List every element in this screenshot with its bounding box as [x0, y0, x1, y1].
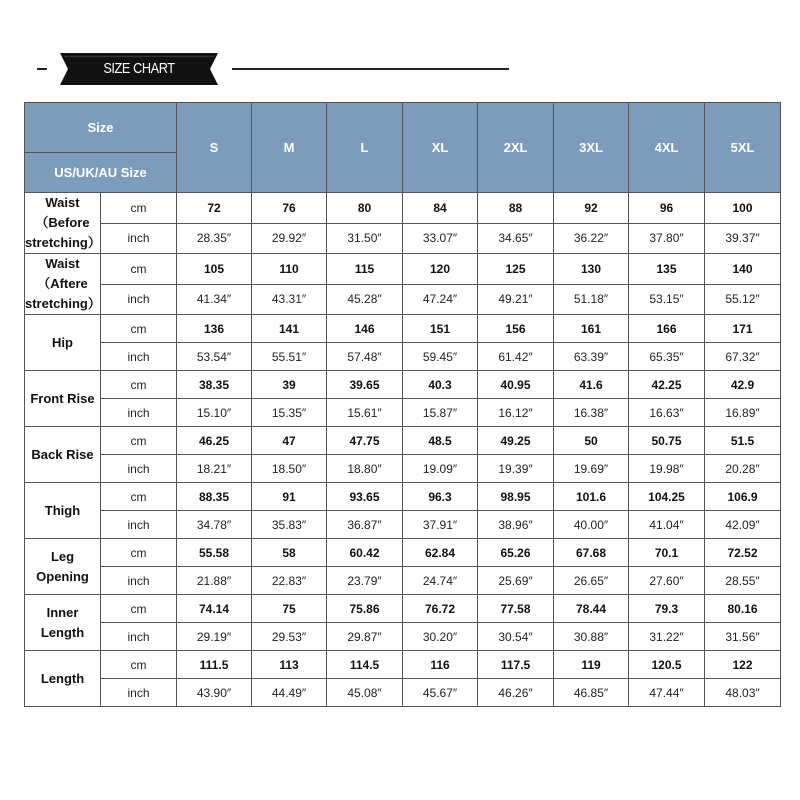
unit-inch-label: inch	[101, 223, 177, 254]
inch-value-cell: 31.22″	[629, 623, 705, 651]
unit-inch-label: inch	[101, 567, 177, 595]
chart-title: SIZE CHART	[103, 60, 175, 77]
inch-value-cell: 15.10″	[177, 399, 252, 427]
inch-value-cell: 16.89″	[705, 399, 781, 427]
measurement-label	[25, 254, 101, 315]
cm-value-cell: 48.5	[403, 427, 478, 455]
inch-value-cell: 19.39″	[478, 455, 554, 483]
inch-value-cell: 45.08″	[327, 679, 403, 707]
inch-value-cell: 47.24″	[403, 284, 478, 315]
measurement-label	[25, 371, 101, 427]
unit-inch-label: inch	[101, 455, 177, 483]
table-row	[25, 595, 781, 623]
unit-cm-label: cm	[101, 315, 177, 343]
cm-value-cell: 65.26	[478, 539, 554, 567]
inch-value-cell: 53.15″	[629, 284, 705, 315]
size-header: Size	[25, 103, 177, 153]
cm-value-cell: 51.5	[705, 427, 781, 455]
inch-value-cell: 45.67″	[403, 679, 478, 707]
cm-value-cell: 115	[327, 254, 403, 285]
cm-value-cell: 42.9	[705, 371, 781, 399]
inch-value-cell: 29.87″	[327, 623, 403, 651]
cm-value-cell: 140	[705, 254, 781, 285]
inch-value-cell: 47.44″	[629, 679, 705, 707]
cm-value-cell: 84	[403, 193, 478, 224]
unit-cm-label: cm	[101, 651, 177, 679]
inch-value-cell: 55.12″	[705, 284, 781, 315]
inch-value-cell: 16.38″	[554, 399, 629, 427]
unit-inch-label: inch	[101, 511, 177, 539]
cm-value-cell: 72	[177, 193, 252, 224]
inch-value-cell: 38.96″	[478, 511, 554, 539]
unit-inch-label: inch	[101, 623, 177, 651]
table-row	[25, 284, 781, 315]
cm-value-cell: 80.16	[705, 595, 781, 623]
cm-value-cell: 101.6	[554, 483, 629, 511]
cm-value-cell: 146	[327, 315, 403, 343]
measurement-label-line: Length	[40, 624, 85, 640]
cm-value-cell: 76	[252, 193, 327, 224]
inch-value-cell: 41.34″	[177, 284, 252, 315]
inch-value-cell: 30.88″	[554, 623, 629, 651]
inch-value-cell: 65.35″	[629, 343, 705, 371]
unit-inch-label: inch	[101, 399, 177, 427]
table-row	[25, 455, 781, 483]
measurement-label	[25, 539, 101, 595]
inch-value-cell: 15.87″	[403, 399, 478, 427]
inch-value-cell: 30.54″	[478, 623, 554, 651]
cm-value-cell: 122	[705, 651, 781, 679]
cm-value-cell: 156	[478, 315, 554, 343]
cm-value-cell: 39.65	[327, 371, 403, 399]
inch-value-cell: 18.80″	[327, 455, 403, 483]
cm-value-cell: 46.25	[177, 427, 252, 455]
measurement-label-line: Inner	[46, 604, 79, 620]
table-row	[25, 193, 781, 224]
size-col-header: S	[177, 103, 252, 193]
inch-value-cell: 49.21″	[478, 284, 554, 315]
inch-value-cell: 25.69″	[478, 567, 554, 595]
cm-value-cell: 116	[403, 651, 478, 679]
inch-value-cell: 61.42″	[478, 343, 554, 371]
cm-value-cell: 141	[252, 315, 327, 343]
cm-value-cell: 151	[403, 315, 478, 343]
cm-value-cell: 40.95	[478, 371, 554, 399]
inch-value-cell: 59.45″	[403, 343, 478, 371]
inch-value-cell: 19.69″	[554, 455, 629, 483]
cm-value-cell: 110	[252, 254, 327, 285]
size-col-header: 2XL	[478, 103, 554, 193]
cm-value-cell: 166	[629, 315, 705, 343]
inch-value-cell: 27.60″	[629, 567, 705, 595]
inch-value-cell: 18.21″	[177, 455, 252, 483]
left-dash	[37, 68, 47, 70]
measurement-label-line: Length	[40, 670, 85, 686]
cm-value-cell: 50	[554, 427, 629, 455]
cm-value-cell: 50.75	[629, 427, 705, 455]
inch-value-cell: 19.09″	[403, 455, 478, 483]
inch-value-cell: 53.54″	[177, 343, 252, 371]
inch-value-cell: 57.48″	[327, 343, 403, 371]
inch-value-cell: 63.39″	[554, 343, 629, 371]
cm-value-cell: 111.5	[177, 651, 252, 679]
unit-cm-label: cm	[101, 254, 177, 285]
measurement-label-line: stretching）	[25, 296, 101, 311]
inch-value-cell: 46.26″	[478, 679, 554, 707]
unit-inch-label: inch	[101, 284, 177, 315]
cm-value-cell: 96.3	[403, 483, 478, 511]
inch-value-cell: 22.83″	[252, 567, 327, 595]
unit-inch-label: inch	[101, 343, 177, 371]
inch-value-cell: 31.56″	[705, 623, 781, 651]
unit-cm-label: cm	[101, 371, 177, 399]
cm-value-cell: 120	[403, 254, 478, 285]
cm-value-cell: 75	[252, 595, 327, 623]
measurement-label-line: （Before	[35, 215, 90, 230]
cm-value-cell: 49.25	[478, 427, 554, 455]
cm-value-cell: 38.35	[177, 371, 252, 399]
cm-value-cell: 119	[554, 651, 629, 679]
inch-value-cell: 37.80″	[629, 223, 705, 254]
inch-value-cell: 16.12″	[478, 399, 554, 427]
inch-value-cell: 21.88″	[177, 567, 252, 595]
size-col-header: 3XL	[554, 103, 629, 193]
measurement-label	[25, 315, 101, 371]
inch-value-cell: 35.83″	[252, 511, 327, 539]
table-row	[25, 483, 781, 511]
inch-value-cell: 15.35″	[252, 399, 327, 427]
measurement-label-line: Front Rise	[30, 390, 95, 406]
size-col-header: L	[327, 103, 403, 193]
cm-value-cell: 72.52	[705, 539, 781, 567]
inch-value-cell: 28.35″	[177, 223, 252, 254]
inch-value-cell: 45.28″	[327, 284, 403, 315]
table-row	[25, 651, 781, 679]
cm-value-cell: 47	[252, 427, 327, 455]
table-row	[25, 399, 781, 427]
cm-value-cell: 41.6	[554, 371, 629, 399]
table-row	[25, 511, 781, 539]
inch-value-cell: 18.50″	[252, 455, 327, 483]
cm-value-cell: 62.84	[403, 539, 478, 567]
inch-value-cell: 29.92″	[252, 223, 327, 254]
cm-value-cell: 171	[705, 315, 781, 343]
size-col-header: 5XL	[705, 103, 781, 193]
inch-value-cell: 23.79″	[327, 567, 403, 595]
inch-value-cell: 40.00″	[554, 511, 629, 539]
measurement-label	[25, 427, 101, 483]
cm-value-cell: 42.25	[629, 371, 705, 399]
measurement-label-line: Leg	[50, 548, 75, 564]
table-row	[25, 223, 781, 254]
inch-value-cell: 24.74″	[403, 567, 478, 595]
inch-value-cell: 55.51″	[252, 343, 327, 371]
cm-value-cell: 105	[177, 254, 252, 285]
cm-value-cell: 39	[252, 371, 327, 399]
cm-value-cell: 120.5	[629, 651, 705, 679]
cm-value-cell: 136	[177, 315, 252, 343]
table-row	[25, 539, 781, 567]
measurement-label	[25, 193, 101, 254]
cm-value-cell: 88	[478, 193, 554, 224]
cm-value-cell: 98.95	[478, 483, 554, 511]
measurement-label	[25, 483, 101, 539]
title-banner	[60, 53, 218, 85]
cm-value-cell: 92	[554, 193, 629, 224]
cm-value-cell: 93.65	[327, 483, 403, 511]
inch-value-cell: 42.09″	[705, 511, 781, 539]
inch-value-cell: 48.03″	[705, 679, 781, 707]
region-size-header: US/UK/AU Size	[25, 153, 177, 193]
cm-value-cell: 47.75	[327, 427, 403, 455]
measurement-label	[25, 595, 101, 651]
inch-value-cell: 15.61″	[327, 399, 403, 427]
cm-value-cell: 91	[252, 483, 327, 511]
inch-value-cell: 41.04″	[629, 511, 705, 539]
cm-value-cell: 58	[252, 539, 327, 567]
measurement-label	[25, 651, 101, 707]
measurement-label-line: Back Rise	[31, 446, 94, 462]
cm-value-cell: 67.68	[554, 539, 629, 567]
inch-value-cell: 31.50″	[327, 223, 403, 254]
cm-value-cell: 76.72	[403, 595, 478, 623]
cm-value-cell: 113	[252, 651, 327, 679]
cm-value-cell: 40.3	[403, 371, 478, 399]
title-bar	[0, 40, 800, 100]
size-col-header: XL	[403, 103, 478, 193]
inch-value-cell: 19.98″	[629, 455, 705, 483]
unit-cm-label: cm	[101, 483, 177, 511]
cm-value-cell: 75.86	[327, 595, 403, 623]
measurement-label-line: Waist	[45, 195, 80, 210]
measurement-label-line: stretching）	[25, 235, 101, 250]
cm-value-cell: 88.35	[177, 483, 252, 511]
unit-cm-label: cm	[101, 193, 177, 224]
cm-value-cell: 104.25	[629, 483, 705, 511]
cm-value-cell: 100	[705, 193, 781, 224]
table-row	[25, 315, 781, 343]
unit-cm-label: cm	[101, 539, 177, 567]
inch-value-cell: 29.53″	[252, 623, 327, 651]
cm-value-cell: 117.5	[478, 651, 554, 679]
inch-value-cell: 37.91″	[403, 511, 478, 539]
table-row	[25, 567, 781, 595]
table-row	[25, 427, 781, 455]
table-row	[25, 254, 781, 285]
inch-value-cell: 30.20″	[403, 623, 478, 651]
cm-value-cell: 74.14	[177, 595, 252, 623]
measurement-label-line: Opening	[36, 568, 89, 584]
cm-value-cell: 130	[554, 254, 629, 285]
cm-value-cell: 106.9	[705, 483, 781, 511]
inch-value-cell: 51.18″	[554, 284, 629, 315]
cm-value-cell: 60.42	[327, 539, 403, 567]
cm-value-cell: 96	[629, 193, 705, 224]
inch-value-cell: 34.65″	[478, 223, 554, 254]
inch-value-cell: 67.32″	[705, 343, 781, 371]
cm-value-cell: 70.1	[629, 539, 705, 567]
table-row	[25, 343, 781, 371]
table-row	[25, 371, 781, 399]
inch-value-cell: 44.49″	[252, 679, 327, 707]
inch-value-cell: 20.28″	[705, 455, 781, 483]
table-row	[25, 679, 781, 707]
measurement-label-line: （Aftere	[37, 276, 88, 291]
cm-value-cell: 125	[478, 254, 554, 285]
cm-value-cell: 114.5	[327, 651, 403, 679]
cm-value-cell: 161	[554, 315, 629, 343]
inch-value-cell: 26.65″	[554, 567, 629, 595]
inch-value-cell: 36.87″	[327, 511, 403, 539]
cm-value-cell: 78.44	[554, 595, 629, 623]
cm-value-cell: 80	[327, 193, 403, 224]
table-row	[25, 623, 781, 651]
inch-value-cell: 39.37″	[705, 223, 781, 254]
inch-value-cell: 46.85″	[554, 679, 629, 707]
inch-value-cell: 36.22″	[554, 223, 629, 254]
unit-cm-label: cm	[101, 427, 177, 455]
unit-cm-label: cm	[101, 595, 177, 623]
measurement-label-line: Hip	[52, 334, 73, 350]
measurement-label-line: Waist	[45, 256, 80, 271]
size-col-header: 4XL	[629, 103, 705, 193]
right-dash	[232, 68, 509, 70]
cm-value-cell: 77.58	[478, 595, 554, 623]
inch-value-cell: 29.19″	[177, 623, 252, 651]
size-col-header: M	[252, 103, 327, 193]
unit-inch-label: inch	[101, 679, 177, 707]
size-chart-table	[24, 102, 781, 707]
inch-value-cell: 16.63″	[629, 399, 705, 427]
inch-value-cell: 34.78″	[177, 511, 252, 539]
cm-value-cell: 55.58	[177, 539, 252, 567]
measurement-label-line: Thigh	[44, 502, 81, 518]
inch-value-cell: 33.07″	[403, 223, 478, 254]
inch-value-cell: 43.31″	[252, 284, 327, 315]
cm-value-cell: 135	[629, 254, 705, 285]
inch-value-cell: 28.55″	[705, 567, 781, 595]
inch-value-cell: 43.90″	[177, 679, 252, 707]
cm-value-cell: 79.3	[629, 595, 705, 623]
